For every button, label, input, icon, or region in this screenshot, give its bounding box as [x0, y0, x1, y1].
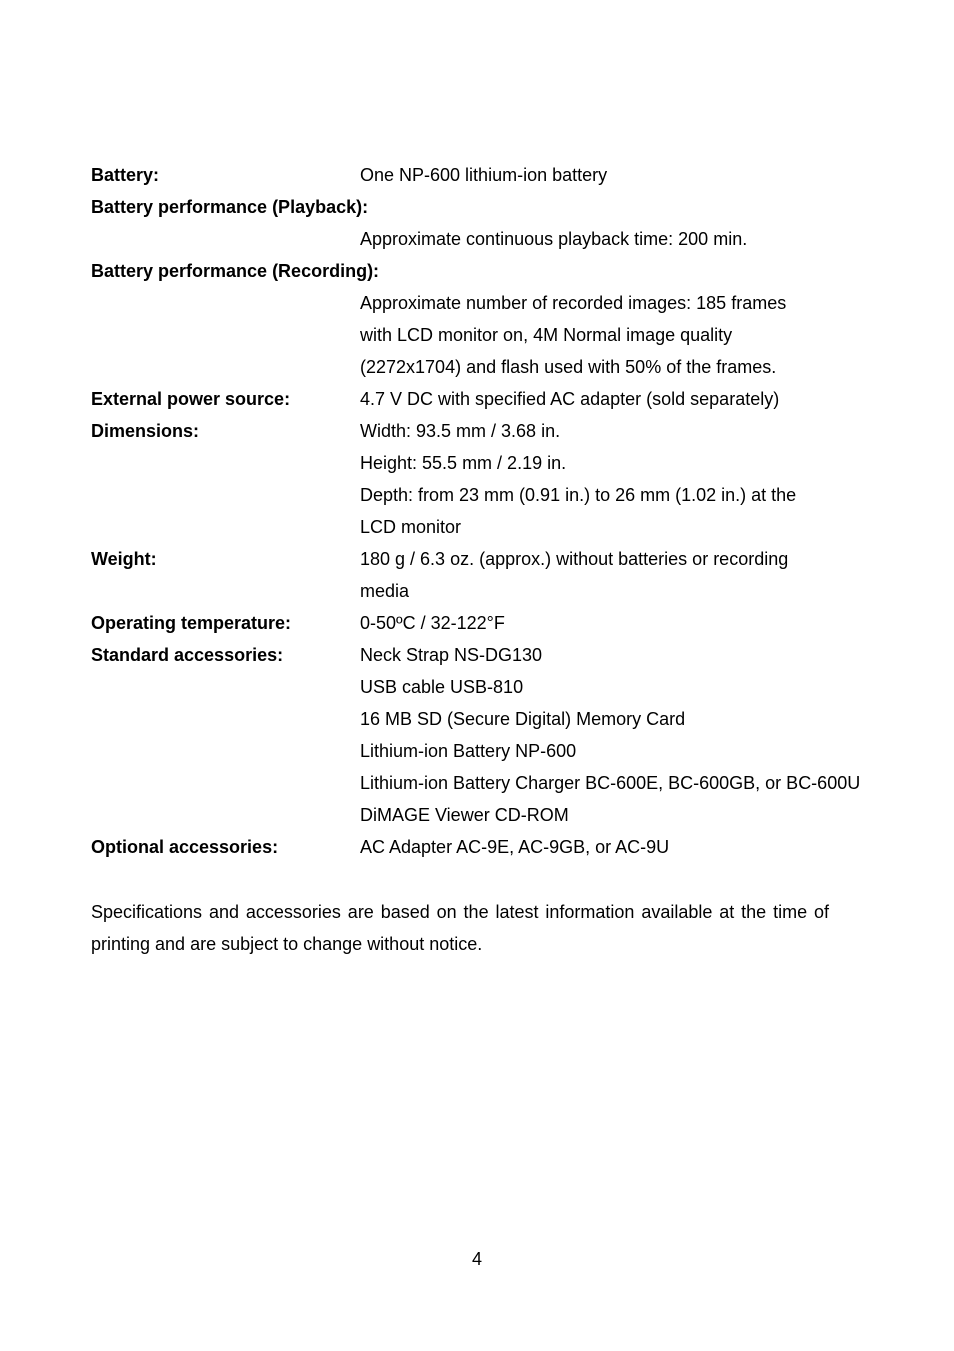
spec-value: Approximate continuous playback time: 200 min. [360, 229, 748, 249]
spec-value: One NP-600 lithium-ion battery [360, 165, 608, 185]
spec-row-battery [91, 159, 911, 191]
spec-value: media [360, 581, 410, 601]
spec-value: LCD monitor [360, 517, 462, 537]
spec-label: External power source: [91, 389, 291, 409]
specifications-note: Specifications and accessories are based on the latest information available at the time of printing and are subject to change without notice. [91, 902, 829, 954]
spec-row-dimensions [91, 415, 911, 543]
spec-row-playback [91, 223, 911, 255]
spec-row-external-power [91, 383, 911, 415]
spec-list [91, 159, 911, 863]
spec-values [360, 543, 911, 607]
spec-label: Standard accessories: [91, 645, 284, 665]
spec-value: 16 MB SD (Secure Digital) Memory Card [360, 709, 686, 729]
spec-value: Depth: from 23 mm (0.91 in.) to 26 mm (1.02 in.) at the [360, 485, 797, 505]
spec-value: with LCD monitor on, 4M Normal image quality [360, 325, 733, 345]
spec-label: Battery performance (Playback): [91, 197, 369, 217]
spec-values [360, 383, 911, 415]
spec-label: Optional accessories: [91, 837, 279, 857]
spec-values [360, 415, 911, 543]
spec-value: DiMAGE Viewer CD-ROM [360, 805, 569, 825]
spec-row-operating-temperature [91, 607, 911, 639]
spec-values [360, 607, 911, 639]
spec-value: Lithium-ion Battery NP-600 [360, 741, 577, 761]
spec-values [360, 639, 911, 831]
spec-label: Operating temperature: [91, 613, 292, 633]
spec-value: AC Adapter AC-9E, AC-9GB, or AC-9U [360, 837, 670, 857]
spec-value: 0-50ºC / 32-122°F [360, 613, 505, 633]
spec-values [360, 831, 911, 863]
spec-value: Width: 93.5 mm / 3.68 in. [360, 421, 561, 441]
page-number: 4 [471, 1249, 482, 1269]
spec-row-playback-heading [91, 191, 911, 223]
spec-value: Approximate number of recorded images: 185 frames [360, 293, 787, 313]
spec-value: (2272x1704) and flash used with 50% of the frames. [360, 357, 777, 377]
spec-values [360, 223, 911, 255]
spec-row-optional-accessories [91, 831, 911, 863]
spec-label: Battery performance (Recording): [91, 261, 380, 281]
spec-label: Battery: [91, 165, 160, 185]
spec-values [360, 287, 911, 383]
spec-value: 180 g / 6.3 oz. (approx.) without batteries or recording [360, 549, 789, 569]
spec-value: 4.7 V DC with specified AC adapter (sold separately) [360, 389, 780, 409]
spec-row-recording-heading [91, 255, 911, 287]
spec-row-weight [91, 543, 911, 607]
spec-label: Weight: [91, 549, 157, 569]
spec-label: Dimensions: [91, 421, 200, 441]
spec-value: USB cable USB-810 [360, 677, 524, 697]
spec-row-recording [91, 287, 911, 383]
spec-value: Height: 55.5 mm / 2.19 in. [360, 453, 567, 473]
spec-values [360, 159, 911, 191]
spec-value: Neck Strap NS-DG130 [360, 645, 543, 665]
spec-row-standard-accessories [91, 639, 911, 831]
spec-value: Lithium-ion Battery Charger BC-600E, BC-600GB, or BC-600U [360, 773, 861, 793]
